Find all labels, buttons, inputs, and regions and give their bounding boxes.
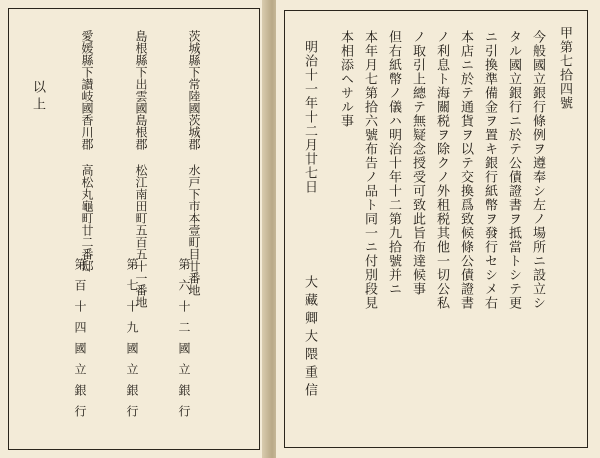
body-line-5: ノ利息ト海關税ヲ除クノ外租税其他一切公私 [434, 30, 449, 310]
address-3: 愛媛縣下讃岐國香川郡 高松丸龜町廿二番邸 [80, 30, 94, 272]
bank-name-1: 第六十二國立銀行 [177, 258, 191, 426]
body-line-6: ノ取引上總テ無疑念授受可致此旨布達候事 [410, 30, 425, 296]
body-line-7: 但右紙幣ノ儀ハ明治十年十二第九拾號并ニ [386, 30, 401, 296]
bank-name-3: 第百十四國立銀行 [73, 258, 87, 426]
issue-date: 明治十一年十二月廿七日 [302, 40, 317, 194]
body-line-3: ニ引換準備金ヲ置キ銀行紙幣ヲ發行セシメ右 [482, 30, 497, 310]
address-2: 島根縣下出雲國島根郡 松江南田町五百五十一番地 [134, 30, 148, 308]
body-line-4: 本店ニ於テ通貨ヲ以テ交換爲致候條公債證書 [458, 30, 473, 310]
body-line-1: 今般國立銀行條例ヲ遵奉シ左ノ場所ニ設立シ [530, 30, 545, 310]
closing-text: 以上 [30, 80, 45, 114]
signatory: 大藏卿大隈重信 [302, 275, 317, 401]
body-line-8: 本年月七第拾六號布告ノ品ト同一ニ付別段見 [362, 30, 377, 310]
document-number: 甲第七拾四號 [557, 26, 572, 110]
bank-name-2: 第七十九國立銀行 [125, 258, 139, 426]
body-line-2: タル國立銀行ニ於テ公債證書ヲ抵當トシテ更 [506, 30, 521, 310]
address-1: 茨城縣下常陸國茨城郡 水戸下市本壹町目廿番地 [187, 30, 201, 296]
body-line-9: 本相添ヘサル事 [338, 30, 353, 128]
